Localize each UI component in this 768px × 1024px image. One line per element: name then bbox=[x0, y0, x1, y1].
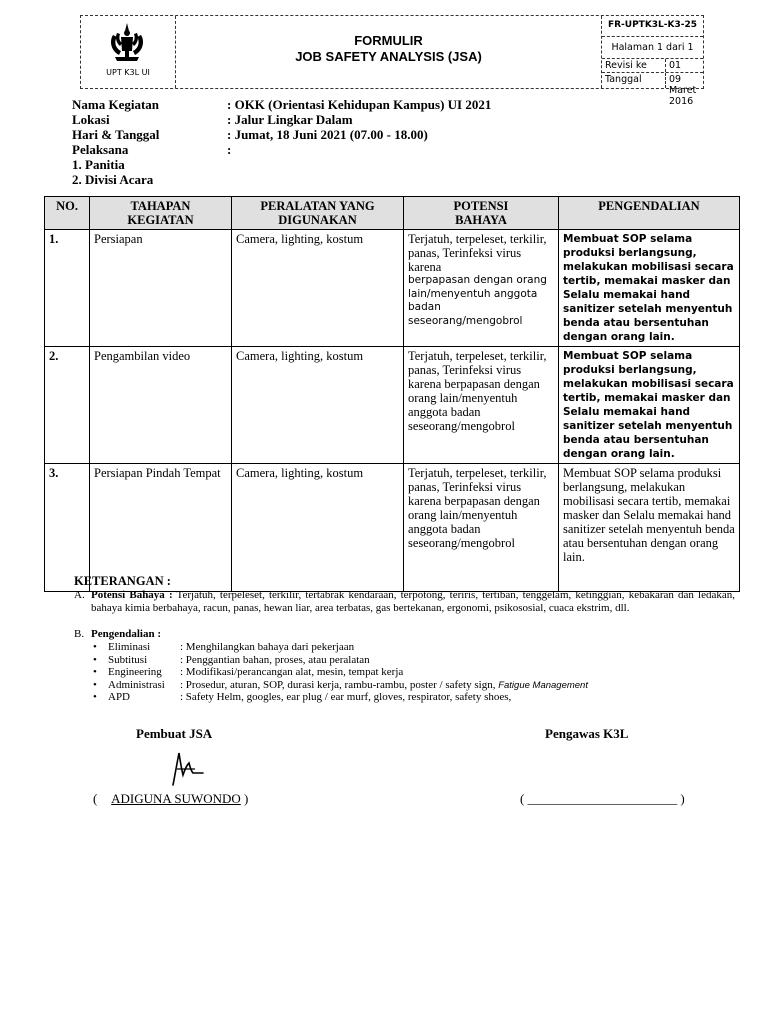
table-row bbox=[45, 230, 740, 347]
row-number: 3. bbox=[45, 464, 90, 592]
activity-name-value: : OKK (Orientasi Kehidupan Kampus) UI 2021 bbox=[227, 97, 492, 112]
revision-value: 01 bbox=[669, 60, 682, 71]
location-label: Lokasi bbox=[72, 112, 110, 127]
header-pengendalian: PENGENDALIAN bbox=[559, 197, 740, 230]
title-line-1: FORMULIR bbox=[354, 33, 423, 48]
hazard-potential-label: Potensi Bahaya : bbox=[91, 589, 173, 601]
header-peralatan: PERALATAN YANG DIGUNAKAN bbox=[232, 197, 404, 230]
row-stage: Persiapan Pindah Tempat bbox=[90, 464, 232, 592]
logo-cell bbox=[81, 16, 176, 88]
row-hazard bbox=[404, 230, 559, 347]
location-value: : Jalur Lingkar Dalam bbox=[227, 112, 353, 127]
row-control: Membuat SOP selama produksi berlangsung, melakukan mobilisasi secara tertib, memakai masker dan Selalu memakai hand sanitizer setelah menyentuh benda atau bersentuhan dengan orang lain. bbox=[559, 464, 740, 592]
executor-item: 2. Divisi Acara bbox=[72, 172, 154, 187]
list-item: • Subtitusi : Penggantian bahan, proses, atau peralatan bbox=[93, 653, 370, 666]
logo-caption: UPT K3L UI bbox=[106, 68, 150, 77]
date-time-label: Hari & Tanggal bbox=[72, 127, 160, 142]
activity-name-label: Nama Kegiatan bbox=[72, 97, 160, 112]
row-stage: Pengambilan video bbox=[90, 347, 232, 464]
hazard-text: Terjatuh, terpeleset, terkilir, panas, Terinfeksi virus karena berpapasan dengan orang lain/menyentuh anggota badan seseorang/mengobrol bbox=[408, 466, 547, 550]
date-time-value: : Jumat, 18 Juni 2021 (07.00 - 18.00) bbox=[227, 127, 428, 142]
document-meta bbox=[602, 16, 703, 107]
notes-title: KETERANGAN : bbox=[74, 574, 171, 588]
creator-name: ADIGUNA SUWONDO bbox=[111, 791, 241, 806]
row-number: 1. bbox=[45, 230, 90, 347]
handwritten-signature bbox=[165, 745, 211, 789]
supervisor-title: Pengawas K3L bbox=[545, 726, 629, 741]
list-item: • APD : Safety Helm, googles, ear plug / ear murf, gloves, respirator, safety shoes, bbox=[93, 691, 512, 703]
notes-marker-b: B. bbox=[74, 628, 85, 640]
control-hierarchy-label: Pengendalian : bbox=[91, 628, 161, 640]
list-item: • Eliminasi : Menghilangkan bahaya dari pekerjaan bbox=[93, 641, 355, 653]
hazard-text: Terjatuh, terpeleset, terkilir, panas, Terinfeksi virus karena bbox=[408, 232, 547, 274]
date-label: Tanggal bbox=[605, 74, 642, 85]
form-title bbox=[176, 16, 602, 88]
header-tahapan: TAHAPAN KEGIATAN bbox=[90, 197, 232, 230]
list-item: • Engineering : Modifikasi/perancangan alat, mesin, tempat kerja bbox=[93, 666, 404, 678]
university-seal-icon bbox=[105, 21, 149, 65]
row-equipment: Camera, lighting, kostum bbox=[232, 230, 404, 347]
row-stage: Persiapan bbox=[90, 230, 232, 347]
executor-item: 1. Panitia bbox=[72, 157, 125, 172]
control-hierarchy-list bbox=[93, 641, 713, 704]
notes-marker-a: A. bbox=[74, 589, 85, 601]
header-no: NO. bbox=[45, 197, 90, 230]
executor-colon: : bbox=[227, 142, 232, 157]
hazard-text: Terjatuh, terpeleset, terkilir, panas, Terinfeksi virus karena berpapasan dengan orang lain/menyentuh anggota badan seseorang/mengobrol bbox=[408, 349, 547, 433]
row-control: Membuat SOP selama produksi berlangsung, melakukan mobilisasi secara tertib, memakai masker dan Selalu memakai hand sanitizer setelah menyentuh benda atau bersentuhan dengan orang lain. bbox=[559, 230, 740, 347]
row-hazard bbox=[404, 464, 559, 592]
table-row bbox=[45, 347, 740, 464]
row-hazard bbox=[404, 347, 559, 464]
date-value: 09 Maret 2016 bbox=[669, 74, 697, 107]
table-row bbox=[45, 464, 740, 592]
hazard-potential-note bbox=[91, 589, 735, 614]
hazard-text-cont: berpapasan dengan orang lain/menyentuh anggota badan seseorang/mengobrol bbox=[408, 274, 547, 327]
row-equipment: Camera, lighting, kostum bbox=[232, 464, 404, 592]
document-code: FR-UPTK3L-K3-25 bbox=[607, 20, 698, 30]
row-number: 2. bbox=[45, 347, 90, 464]
jsa-table bbox=[44, 196, 740, 592]
page-count: Halaman 1 dari 1 bbox=[611, 42, 694, 53]
row-equipment: Camera, lighting, kostum bbox=[232, 347, 404, 464]
creator-title: Pembuat JSA bbox=[136, 726, 213, 741]
table-header-row bbox=[45, 197, 740, 230]
creator-name-line: ( ADIGUNA SUWONDO ) bbox=[93, 791, 249, 806]
row-control: Membuat SOP selama produksi berlangsung, melakukan mobilisasi secara tertib, memakai masker dan Selalu memakai hand sanitizer setelah menyentuh benda atau bersentuhan dengan orang lain. bbox=[559, 347, 740, 464]
supervisor-signature-line: ( _______________________ ) bbox=[520, 791, 685, 806]
list-item: • Administrasi : Prosedur, aturan, SOP, durasi kerja, rambu-rambu, poster / safety sign, Fatigue Management bbox=[93, 678, 588, 691]
header-potensi: POTENSI BAHAYA bbox=[404, 197, 559, 230]
revision-label: Revisi ke bbox=[605, 60, 647, 71]
fatigue-management-note: Fatigue Management bbox=[498, 679, 588, 691]
executor-label: Pelaksana bbox=[72, 142, 129, 157]
title-line-2: JOB SAFETY ANALYSIS (JSA) bbox=[295, 49, 482, 64]
hazard-potential-text: Terjatuh, terpeleset, terkilir, tertabrak kendaraan, terpotong, teriris, tertiban, tenggelam, ketinggian, kebakaran dan ledakan, bahaya kimia berbahaya, racun, panas, hewan liar, area terbatas, gas bertekanan, ergonomi, psikososial, cuaca ekstrim, dll. bbox=[91, 589, 735, 614]
